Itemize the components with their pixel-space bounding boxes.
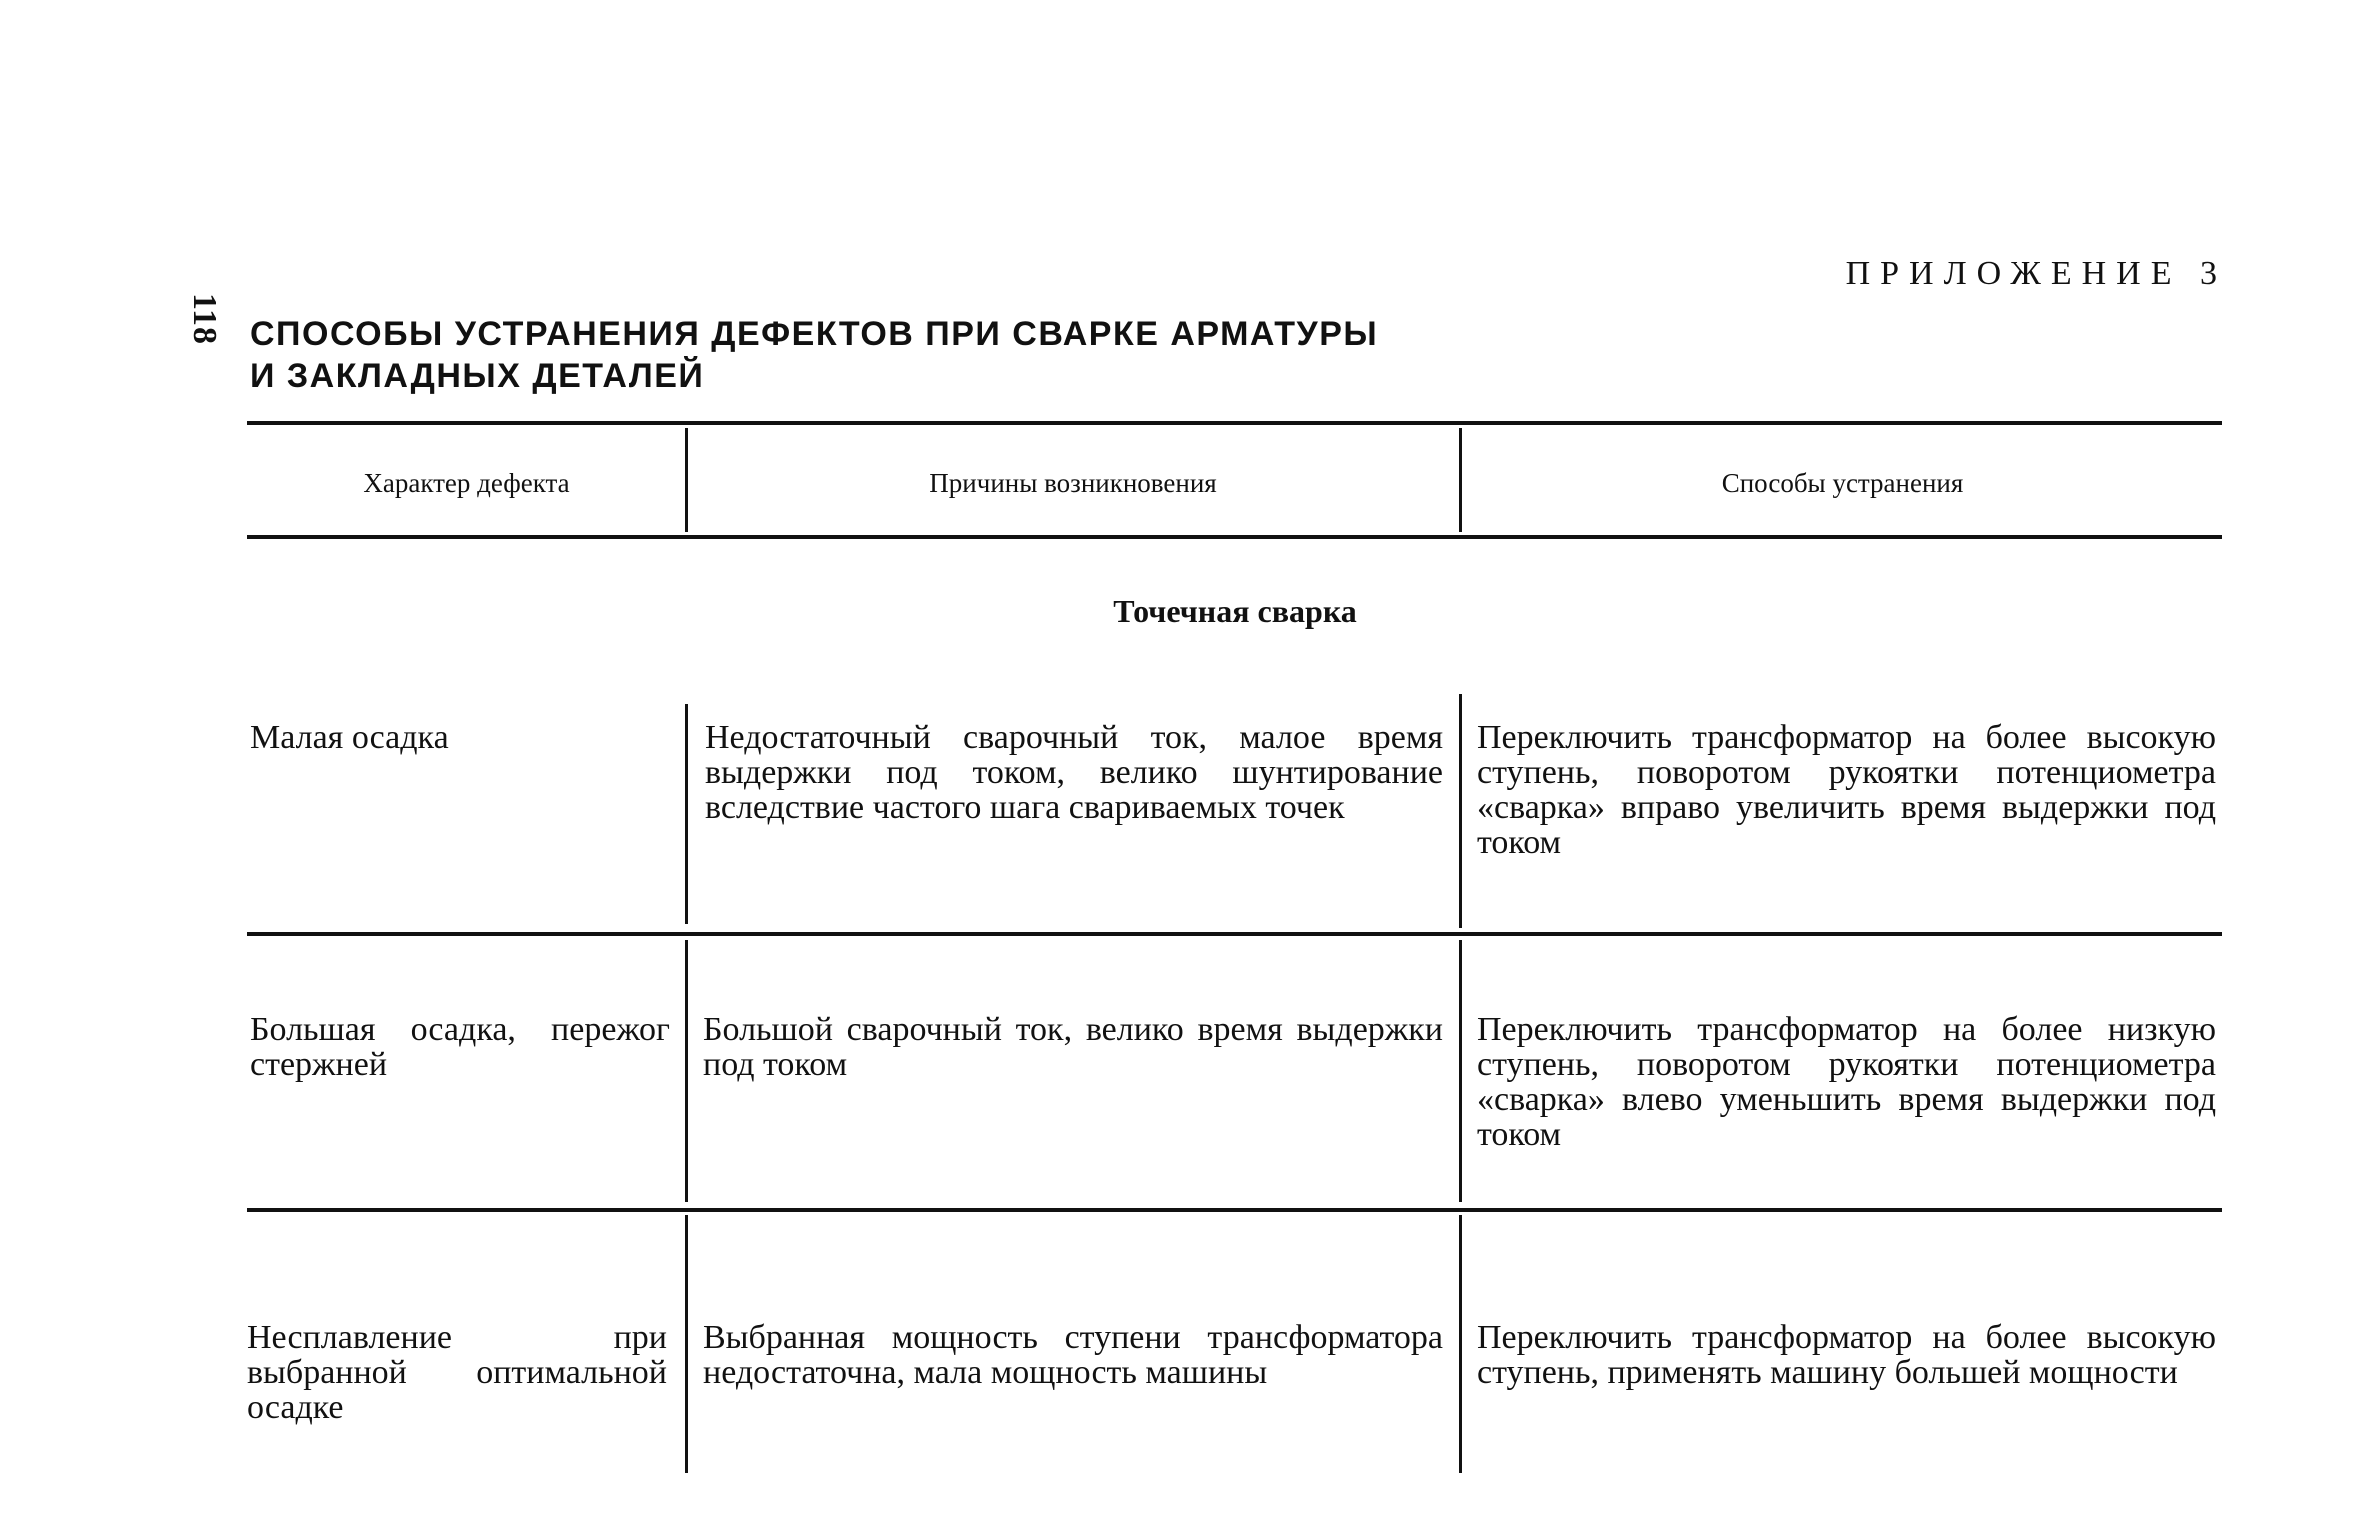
header-bottom-rule [247, 535, 2222, 539]
title-line-1: СПОСОБЫ УСТРАНЕНИЯ ДЕФЕКТОВ ПРИ СВАРКЕ АРМАТУРЫ [250, 315, 1379, 353]
header-cause: Причины возникновения [929, 468, 1217, 498]
table-row-3-remedy: Переключить трансформатор на более высокую ступень, применять машину большей мощности [1477, 1319, 2216, 1391]
row3-divider-1 [685, 1215, 688, 1473]
row3-divider-2 [1459, 1215, 1462, 1473]
table-row-3-defect: Несплавление при выбранной оптимальной осадке [247, 1319, 667, 1426]
table-row-3-cause: Выбранная мощность ступени трансформатора недостаточна, мала мощность машины [703, 1319, 1443, 1391]
table-row-2-remedy: Переключить трансформатор на более низкую ступень, поворотом рукоятки потенциометра «сварка» влево уменьшить время выдержки под током [1477, 1011, 2216, 1153]
row1-divider-1 [685, 704, 688, 924]
table-row-2-defect: Большая осадка, пережог стержней [250, 1011, 670, 1083]
row2-bottom-rule [247, 1208, 2222, 1212]
row2-divider-2 [1459, 940, 1462, 1202]
document-title [250, 313, 1550, 397]
row1-bottom-rule [247, 932, 2222, 936]
table-row-1-remedy: Переключить трансформатор на более высокую ступень, поворотом рукоятки потенциометра «сварка» вправо увеличить время выдержки под током [1477, 719, 2216, 861]
header-divider-1 [685, 428, 688, 532]
row1-divider-2 [1459, 694, 1462, 928]
table-row-1-defect: Малая осадка [250, 719, 449, 756]
table-row-2-cause: Большой сварочный ток, велико время выдержки под током [703, 1011, 1443, 1083]
header-defect: Характер дефекта [363, 468, 570, 498]
page-number: 118 [186, 292, 224, 346]
row2-divider-1 [685, 940, 688, 1202]
appendix-label: ПРИЛОЖЕНИЕ 3 [1845, 255, 2227, 292]
section-title: Точечная сварка [1113, 593, 1357, 629]
header-divider-2 [1459, 428, 1462, 532]
table-top-rule [247, 421, 2222, 425]
header-remedy: Способы устранения [1721, 468, 1964, 498]
title-line-2: И ЗАКЛАДНЫХ ДЕТАЛЕЙ [250, 357, 705, 395]
table-row-1-cause: Недостаточный сварочный ток, малое время выдержки под током, велико шунтирование вследствие частого шага свариваемых точек [705, 719, 1443, 826]
